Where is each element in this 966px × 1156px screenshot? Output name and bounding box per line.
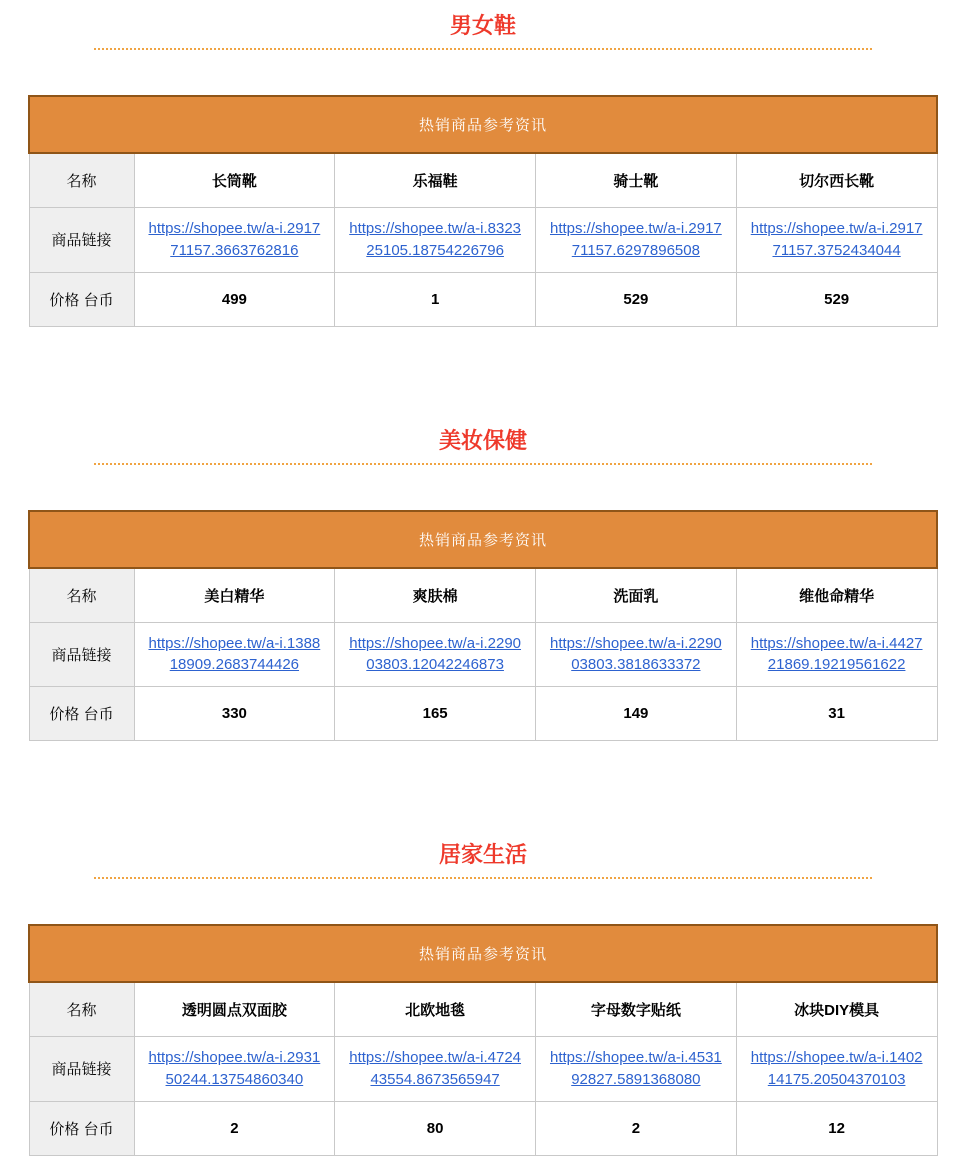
product-link[interactable]: https://shopee.tw/a-i.291771157.3752434044 <box>750 220 923 259</box>
product-name: 北欧地毯 <box>335 982 536 1037</box>
product-price: 12 <box>736 1101 937 1155</box>
product-price: 165 <box>335 687 536 741</box>
section-shoes <box>0 0 966 327</box>
product-link[interactable]: https://shopee.tw/a-i.229003803.3818633372 <box>549 634 722 674</box>
row-label-price: 价格 台币 <box>29 687 134 741</box>
product-name: 透明圆点双面胶 <box>134 982 335 1037</box>
product-name: 切尔西长靴 <box>736 153 937 208</box>
product-link[interactable]: https://shopee.tw/a-i.453192827.5891368080 <box>549 1049 722 1088</box>
section-home-living <box>0 741 966 1156</box>
product-price: 529 <box>536 272 737 326</box>
product-link-cell <box>736 208 937 273</box>
product-price: 330 <box>134 687 335 741</box>
section-divider <box>94 877 872 879</box>
product-name: 长筒靴 <box>134 153 335 208</box>
hot-products-table <box>28 924 938 1156</box>
product-name: 骑士靴 <box>536 153 737 208</box>
product-link-cell <box>134 1037 335 1102</box>
product-price: 499 <box>134 272 335 326</box>
product-name: 爽肤棉 <box>335 568 536 623</box>
product-price: 2 <box>536 1101 737 1155</box>
row-label-link: 商品链接 <box>29 1037 134 1102</box>
product-price: 80 <box>335 1101 536 1155</box>
table-header-row <box>29 511 937 568</box>
product-link-cell <box>536 622 737 687</box>
row-label-link: 商品链接 <box>29 208 134 273</box>
product-name: 美白精华 <box>134 568 335 623</box>
table-row <box>29 568 937 623</box>
product-link-cell <box>134 208 335 273</box>
product-link-cell <box>736 1037 937 1102</box>
hot-products-table <box>28 510 938 742</box>
table-row <box>29 687 937 741</box>
row-label-price: 价格 台币 <box>29 1101 134 1155</box>
product-link[interactable]: https://shopee.tw/a-i.291771157.3663762816 <box>148 220 321 259</box>
product-name: 维他命精华 <box>736 568 937 623</box>
section-divider <box>94 463 872 465</box>
product-link[interactable]: https://shopee.tw/a-i.291771157.6297896508 <box>549 220 722 259</box>
row-label-link: 商品链接 <box>29 622 134 687</box>
product-link-cell <box>736 622 937 687</box>
product-price: 31 <box>736 687 937 741</box>
table-row <box>29 622 937 687</box>
product-name: 字母数字贴纸 <box>536 982 737 1037</box>
table-row <box>29 153 937 208</box>
row-label-name: 名称 <box>29 568 134 623</box>
section-title: 男女鞋 <box>449 13 516 38</box>
table-title: 热销商品参考资讯 <box>29 925 937 982</box>
product-link-cell <box>134 622 335 687</box>
product-link-cell <box>536 1037 737 1102</box>
product-price: 1 <box>335 272 536 326</box>
product-price: 529 <box>736 272 937 326</box>
product-link[interactable]: https://shopee.tw/a-i.140214175.20504370103 <box>750 1049 923 1088</box>
section-title: 美妆保健 <box>438 427 527 453</box>
product-price: 149 <box>536 687 737 741</box>
product-name: 洗面乳 <box>536 568 737 623</box>
product-link-cell <box>335 1037 536 1102</box>
table-row <box>29 272 937 326</box>
hot-products-table <box>28 95 938 327</box>
row-label-name: 名称 <box>29 153 134 208</box>
section-divider <box>94 48 872 50</box>
product-link[interactable]: https://shopee.tw/a-i.472443554.8673565947 <box>349 1049 522 1088</box>
table-title: 热销商品参考资讯 <box>29 96 937 153</box>
row-label-name: 名称 <box>29 982 134 1037</box>
product-link[interactable]: https://shopee.tw/a-i.442721869.19219561622 <box>750 634 923 674</box>
table-row <box>29 1101 937 1155</box>
table-title: 热销商品参考资讯 <box>29 511 937 568</box>
section-beauty-health <box>0 327 966 742</box>
product-link-cell <box>335 208 536 273</box>
product-link[interactable]: https://shopee.tw/a-i.229003803.12042246873 <box>349 634 522 674</box>
table-header-row <box>29 925 937 982</box>
table-row <box>29 982 937 1037</box>
product-name: 乐福鞋 <box>335 153 536 208</box>
table-header-row <box>29 96 937 153</box>
table-row <box>29 1037 937 1102</box>
product-price: 2 <box>134 1101 335 1155</box>
section-title: 居家生活 <box>438 842 527 867</box>
product-link[interactable]: https://shopee.tw/a-i.138818909.2683744426 <box>148 634 321 674</box>
product-link[interactable]: https://shopee.tw/a-i.293150244.13754860340 <box>148 1049 321 1088</box>
table-row <box>29 208 937 273</box>
product-name: 冰块DIY模具 <box>736 982 937 1037</box>
product-link[interactable]: https://shopee.tw/a-i.832325105.18754226796 <box>349 220 522 259</box>
row-label-price: 价格 台币 <box>29 272 134 326</box>
product-link-cell <box>536 208 737 273</box>
product-link-cell <box>335 622 536 687</box>
